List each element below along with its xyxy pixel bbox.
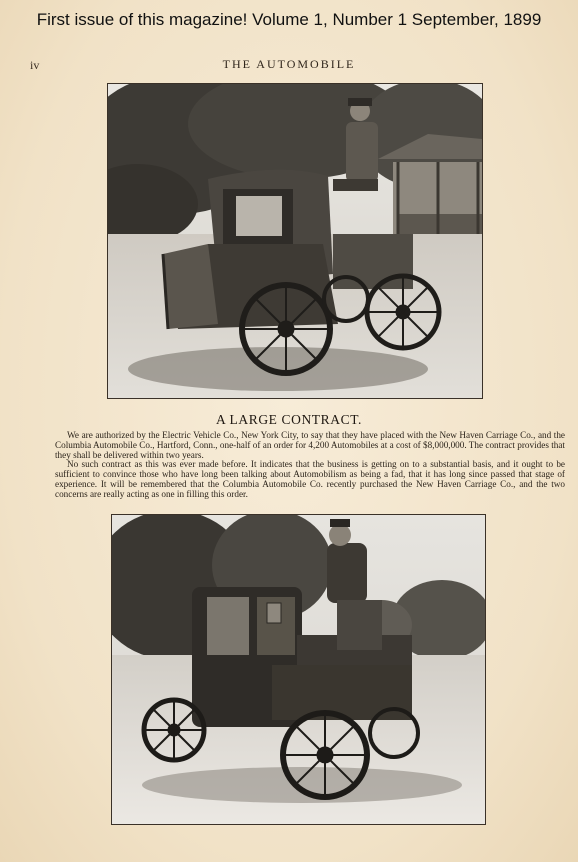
article-body — [55, 431, 565, 500]
magazine-title: THE AUTOMOBILE — [222, 57, 356, 71]
page-banner: First issue of this magazine! Volume 1, Number 1 September, 1899 — [36, 10, 542, 29]
article-paragraph: No such contract as this was ever made before. It indicates that the business is getting on to a substantial basis, and it ought to be sufficient to convince those who have long been talking about Automobilism as being a fad, that it has long since passed that stage of experience. It will be remembered that the Columbia Automobile Co. recently purchased the New Haven Carriage Co., and the two concerns are really acting as one in filling this order. — [55, 459, 565, 499]
article-paragraph: We are authorized by the Electric Vehicle Co., New York City, to say that they have placed with the New Haven Carriage Co., and the Columbia Automobile Co., Hartford, Conn., one-half of an order for 4,200 Automobiles at a cost of $8,000,000. The contract provides that they shall be delivered within two years. — [55, 430, 565, 460]
running-head — [0, 57, 578, 73]
article-headline: A LARGE CONTRACT. — [215, 412, 363, 427]
page-number: iv — [30, 58, 40, 72]
photo-electric-hansom-cab — [107, 83, 483, 399]
photo-electric-brougham — [111, 514, 486, 825]
